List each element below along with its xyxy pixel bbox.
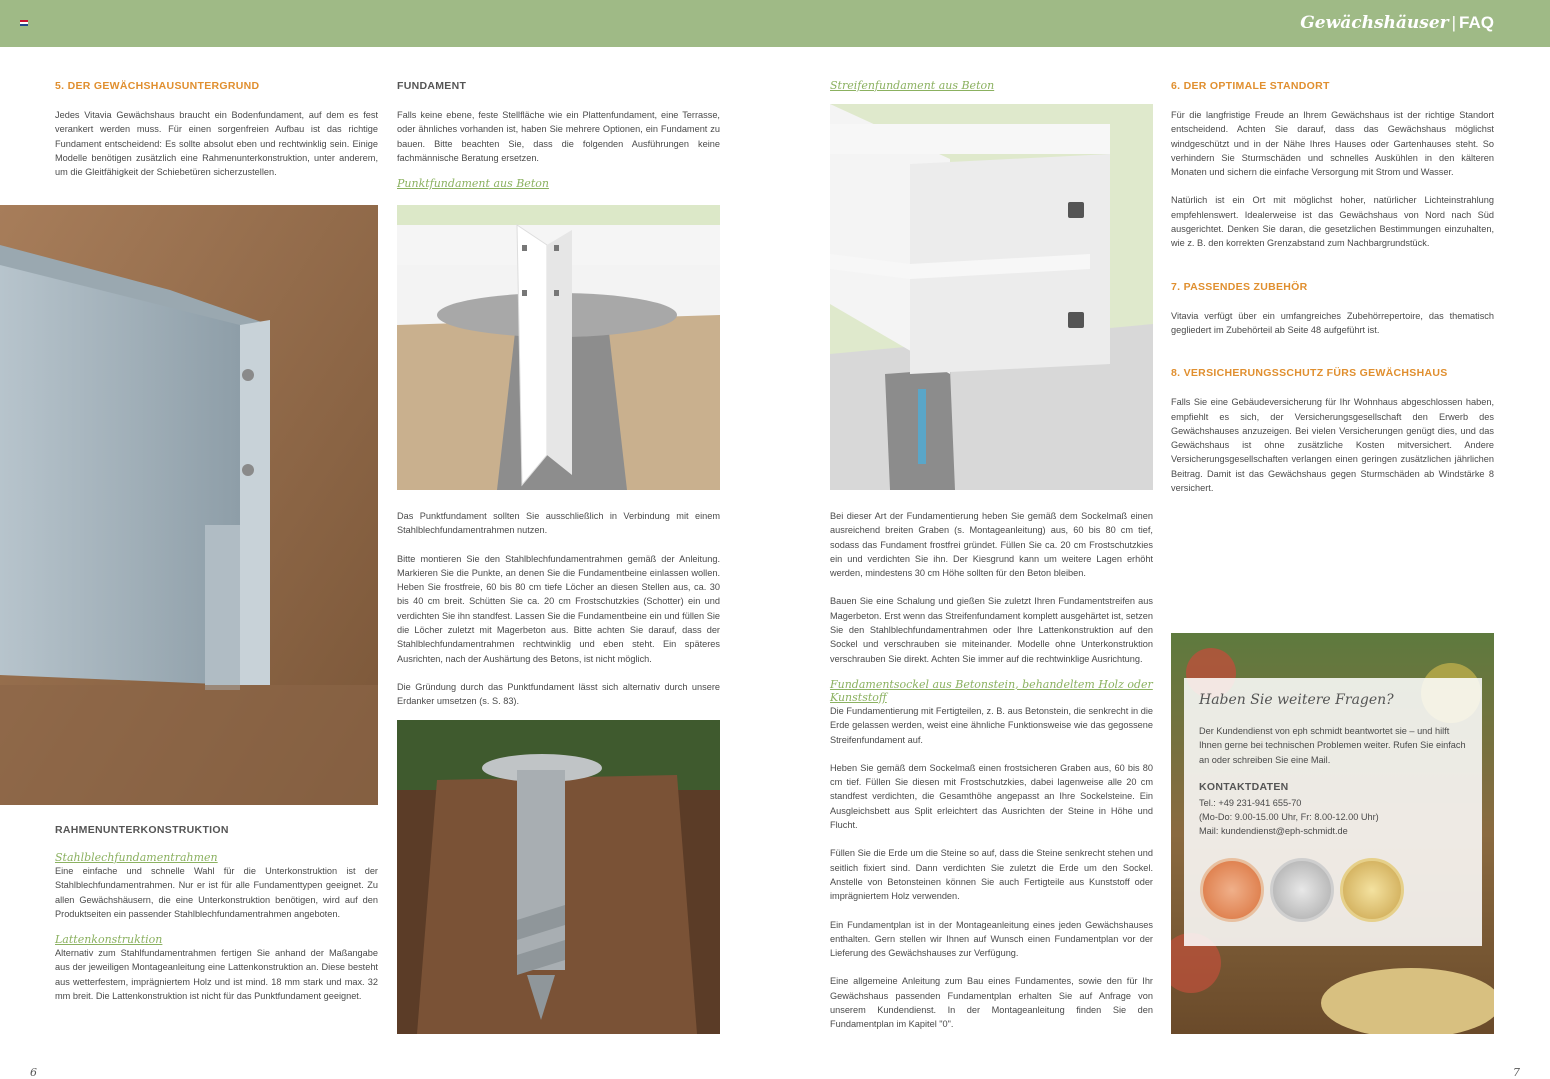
text-strip-2: Bauen Sie eine Schalung und gießen Sie zuletzt Ihren Fundamentstreifen aus Magerbeton. Erst wenn das Streifenfundament komplett ausgehärtet ist, setzen Sie den Stahlblechfundamentrahmen oder Ihre Lattenkonstruktion auf den Sockel und verschrauben sie miteinander. Modelle ohne Unterkonstruktion verschrauben Sie direkt. Achten Sie immer auf die rechtwinklige Ausrichtung.	[830, 596, 1153, 664]
quality-seal-icon	[1340, 858, 1404, 922]
section-title: Gewächshäuser | FAQ	[1300, 13, 1494, 33]
text-steel-frame: Eine einfache und schnelle Wahl für die Unterkonstruktion ist der Stahlblechfundamentrahmen. Nur er ist für alle Fundamenttypen geeignet. Zu allen Gewächshäusern, die eine Unterkonstruktion benötigen, wird auf den Produktseiten ein passender Stahlblechfundamentrahmen angeboten.	[55, 866, 378, 919]
text-location-2: Natürlich ist ein Ort mit möglichst hoher, natürlicher Lichteinstrahlung empfehlenswert. Idealerweise ist das Gewächshaus von Nord nach Süd ausgerichtet. Denken Sie daran, die gesetzlichen Bestimmungen einzuhalten, wie z. B. den korrekten Grenzabstand zum Nachbargrundstück.	[1171, 195, 1494, 249]
column-1	[55, 80, 378, 179]
text-strip-1: Bei dieser Art der Fundamentierung heben Sie gemäß dem Sockelmaß einen ausreichend breiten Graben (s. Montageanleitung) aus, 60 bis 80 cm tief, sodass das Fundament frostfrei gründet. Füllen Sie ca. 20 cm Frostschutzkies ein und verdichten Sie ihn. Der Kiesgrund kann um weitere Lagen erhöht werden, mindestens 30 cm Höhe sollten für den Beton bleiben.	[830, 511, 1153, 579]
heading-accessories: 7. PASSENDES ZUBEHÖR	[1171, 280, 1308, 293]
contact-mail: Mail: kundendienst@eph-schmidt.de	[1199, 826, 1348, 836]
text-socket-2: Heben Sie gemäß dem Sockelmaß einen frostsicheren Graben aus, 60 bis 80 cm tief. Füllen Sie diesen mit Frostschutzkies, dabei lagenweise alle 20 cm standfest verdichten, die Gesamthöhe angepasst an Ihre Sockelsteine. Ein Ausgleichsbett aus Split erleichtert das Ausrichten der Steine in Höhe und Flucht.	[830, 762, 1153, 831]
contact-hours: (Mo-Do: 9.00-15.00 Uhr, Fr: 8.00-12.00 Uhr)	[1199, 812, 1379, 822]
subheading-lath: Lattenkonstruktion	[55, 933, 163, 947]
page-number-right: 7	[1513, 1066, 1520, 1079]
subheading-point-foundation: Punktfundament aus Beton	[397, 177, 549, 191]
page-number-left: 6	[30, 1066, 37, 1079]
service-seal-icon	[1200, 858, 1264, 922]
illustration-strip-foundation	[830, 104, 1153, 490]
column-4	[1171, 80, 1494, 495]
text-ground: Jedes Vitavia Gewächshaus braucht ein Bodenfundament, auf dem es fest verankert werden muss. Für einen sorgenfreien Aufbau ist das richtige Fundament entscheidend: Es sollte absolut eben und rechtwinklig sein. Einige Modelle benötigen zusätzlich eine Rahmenunterkonstruktion, unter anderem, um die Gleitfähigkeit der Schiebetüren sicherzustellen.	[55, 110, 378, 178]
text-socket-1: Die Fundamentierung mit Fertigteilen, z. B. aus Betonstein, die senkrecht in die Erde gelassen werden, weist eine ähnliche Funktionsweise wie das gegossene Streifenfundament auf.	[830, 705, 1153, 745]
heading-fundament: FUNDAMENT	[397, 80, 467, 92]
contact-text: Der Kundendienst von eph schmidt beantwortet sie – und hilft Ihnen gerne bei technischen Problemen weiter. Rufen Sie einfach an oder schreiben Sie eine Mail.	[1199, 726, 1466, 765]
text-socket-3: Füllen Sie die Erde um die Steine so auf, dass die Steine senkrecht stehen und seitlich fixiert sind. Dann verdichten Sie zuletzt die Erde um den Sockel. Anstelle von Betonsteinen können Sie auch Fertigteile aus Kunststoff oder imprägniertem Holz verwenden.	[830, 848, 1153, 902]
column-2	[397, 80, 720, 190]
text-accessories: Vitavia verfügt über ein umfangreiches Zubehörrepertoire, das thematisch gegliedert im Zubehörteil ab Seite 48 aufgeführt ist.	[1171, 310, 1494, 335]
column-2-lower	[397, 509, 720, 709]
heading-ground: 5. DER GEWÄCHSHAUSUNTERGRUND	[55, 80, 260, 92]
column-1-lower	[55, 824, 378, 1003]
heading-location: 6. DER OPTIMALE STANDORT	[1171, 80, 1330, 92]
header-bar	[0, 0, 1550, 47]
column-3-lower	[830, 509, 1153, 1032]
contact-question: Haben Sie weitere Fragen?	[1199, 692, 1394, 708]
contact-phone: Tel.: +49 231-941 655-70	[1199, 798, 1302, 808]
photo-ground-anchor	[397, 720, 720, 1034]
text-location-1: Für die langfristige Freude an Ihrem Gewächshaus ist der richtige Standort entscheidend. Achten Sie darauf, dass das Gewächshaus möglichst windgeschützt und in der Nähe Ihres Hauses oder Gartenhauses steht. So verhindern Sie Sturmschäden und schnelles Auskühlen in den kälteren Monaten und sichern die einfache Versorgung mit Strom und Wasser.	[1171, 110, 1494, 178]
text-fundament: Falls keine ebene, feste Stellfläche wie ein Plattenfundament, eine Terrasse, oder ähnliches vorhanden ist, haben Sie mehrere Optionen, ein Fundament zu bauen. Bitte beachten Sie, dass die folgenden Ausführungen keine fachmännische Beratung ersetzen.	[397, 110, 720, 163]
text-point-foundation-1: Das Punktfundament sollten Sie ausschließlich in Verbindung mit einem Stahlblechfundamentrahmen nutzen.	[397, 511, 720, 536]
text-point-foundation-3: Die Gründung durch das Punktfundament lässt sich alternativ durch unsere Erdanker umsetzen (s. S. 83).	[397, 681, 720, 707]
column-3	[830, 79, 1153, 92]
nl-flag-icon	[20, 20, 28, 26]
assembly-seal-icon	[1270, 858, 1334, 922]
text-socket-5: Eine allgemeine Anleitung zum Bau eines Fundamentes, sowie den für Ihr Gewächshaus passenden Fundamentplan erhalten Sie auf Anfrage von unserem Kundendienst. In der Montageanleitung finden Sie den Fundamentplan im Kapitel "0".	[830, 976, 1153, 1030]
illustration-point-foundation	[397, 205, 720, 490]
text-socket-4: Ein Fundamentplan ist in der Montageanleitung eines jeden Gewächshauses enthalten. Gern stellen wir Ihnen auf Wunsch einen Fundamentplan vor der Lieferung des Gewächshauses zur Verfügung.	[830, 919, 1153, 959]
photo-frame-in-soil	[0, 205, 378, 805]
contact-heading: KONTAKTDATEN	[1199, 781, 1289, 793]
heading-frame: RAHMENUNTERKONSTRUKTION	[55, 824, 229, 836]
text-point-foundation-2: Bitte montieren Sie den Stahlblechfundamentrahmen gemäß der Anleitung. Markieren Sie die Punkte, an denen Sie die Fundamentbeine einlassen wollen. Heben Sie frostfreie, 60 bis 80 cm tiefe Löcher an diesen Stellen aus, ca. 30 bis 40 cm breit. Schütten Sie ca. 20 cm Frostschutzkies (Schotter) ein und verdichten Sie ihn standfest. Lassen Sie die Fundamentbeine ein und füllen Sie die Löcher zuletzt mit Magerbeton aus. Bitte achten Sie darauf, dass der Stahlblechfundamentrahmen rechtwinklig und eben steht. Ein späteres Ausrichten, nach der Aushärtung des Betons, ist nicht möglich.	[397, 553, 720, 664]
subheading-strip-foundation: Streifenfundament aus Beton	[830, 79, 995, 92]
heading-insurance: 8. VERSICHERUNGSSCHUTZ FÜRS GEWÄCHSHAUS	[1171, 367, 1448, 380]
contact-box	[1184, 678, 1482, 946]
subheading-socket: Fundamentsockel aus Betonstein, behandeltem Holz oder Kunststoff	[830, 677, 1153, 704]
text-lath: Alternativ zum Stahlfundamentrahmen fertigen Sie anhand der Maßangabe aus der jeweiligen Montageanleitung eine Lattenkonstruktion an. Diese besteht aus wetterfestem, imprägniertem Holz und ist mind. 18 mm stark und max. 32 mm breit. Die Lattenkonstruktion ist nicht für das Punktfundament geeignet.	[55, 948, 378, 1002]
subheading-steel-frame: Stahlblechfundamentrahmen	[55, 851, 218, 864]
text-insurance: Falls Sie eine Gebäudeversicherung für Ihr Wohnhaus abgeschlossen haben, empfiehlt es sich, der Versicherungsgesellschaft den Erwerb des Gewächshauses anzuzeigen. Bei vielen Versicherungen genügt dies, und das Gewächshaus ist ohne zusätzliche Kosten mitversichert. Andere Versicherungsgesellschaften verlangen einen geringen zusätzlichen jährlichen Beitrag. Damit ist das Gewächshaus gegen Sturmschäden ab Windstärke 8 versichert.	[1171, 397, 1494, 494]
